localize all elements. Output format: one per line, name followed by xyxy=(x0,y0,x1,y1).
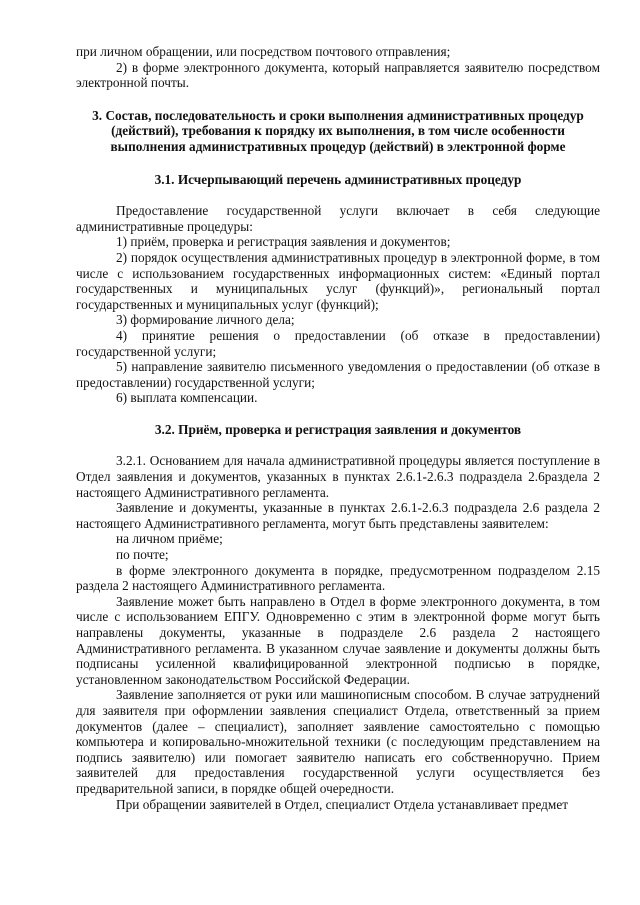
section-3-1-intro: Предоставление государственной услуги включает в себя следующие административные процедуры: xyxy=(76,203,600,234)
section-3-1-heading: 3.1. Исчерпывающий перечень административных процедур xyxy=(154,171,522,187)
paragraph-3-2-1: 3.2.1. Основанием для начала административной процедуры является поступление в Отдел заявления и документов, указанных в пунктах 2.6.1-2.6.3 подраздела 2.6раздела 2 настоящего Административного регламента. xyxy=(76,453,600,500)
paragraph-filling: Заявление заполняется от руки или машинописным способом. В случае затруднений для заявителя при оформлении заявления специалист Отдела, ответственный за прием документов (далее – специалист), заполняет заявление самостоятельно с помощью компьютера и копировально-множительной техники (с последующим представлением на подпись заявителю) или помогает заявителю написать его собственноручно. Прием заявителей для предоставления государственной услуги осуществляется без предварительной записи, в порядке общей очередности. xyxy=(76,687,600,796)
procedure-item-4: 4) принятие решения о предоставлении (об отказе в предоставлении) государственной услуги; xyxy=(76,327,600,359)
paragraph-by-mail: по почте; xyxy=(116,547,169,563)
paragraph-electronic-form: в форме электронного документа в порядке, предусмотренном подразделом 2.15 раздела 2 настоящего Административного регламента. xyxy=(76,562,600,594)
paragraph-postal: при личном обращении, или посредством почтового отправления; xyxy=(76,44,451,59)
paragraph-submission-ways: Заявление и документы, указанные в пунктах 2.6.1-2.6.3 подраздела 2.6 раздела 2 настоящего Административного регламента, могут быть представлены заявителем: xyxy=(76,500,600,531)
procedure-item-3: 3) формирование личного дела; xyxy=(116,312,295,328)
procedure-item-6: 6) выплата компенсации. xyxy=(116,390,258,406)
procedure-item-5: 5) направление заявителю письменного уведомления о предоставлении (об отказе в предоставлении) государственной услуги; xyxy=(76,359,600,390)
paragraph-in-person: на личном приёме; xyxy=(116,531,223,547)
section-3-2-heading: 3.2. Приём, проверка и регистрация заявления и документов xyxy=(154,421,522,437)
section-3-heading: 3. Состав, последовательность и сроки выполнения административных процедур (действий), требования к порядку их выполнения, в том числе особенности выполнения административных процедур (действий) в электронной форме xyxy=(92,107,584,154)
paragraph-epgu: Заявление может быть направлено в Отдел в форме электронного документа, в том числе с использованием ЕПГУ. Одновременно с этим в электронной форме могут быть направлены документы, указанные в подразделе 2.6 раздела 2 настоящего Административного регламента. В указанном случае заявление и документы должны быть подписаны усиленной квалифицированной электронной подписью в порядке, установленном законодательством Российской Федерации. xyxy=(76,593,600,687)
procedure-item-1: 1) приём, проверка и регистрация заявления и документов; xyxy=(116,234,451,250)
paragraph-applicant-visit: При обращении заявителей в Отдел, специалист Отдела устанавливает предмет xyxy=(116,796,569,812)
procedure-item-2: 2) порядок осуществления административных процедур в электронной форме, в том числе с использованием государственных информационных систем: «Единый портал государственных и муниципальных услуг (функций)», региональный портал государственных и муниципальных услуг (функций); xyxy=(76,249,600,312)
paragraph-email-option: 2) в форме электронного документа, который направляется заявителю посредством электронной почты. xyxy=(76,59,600,91)
